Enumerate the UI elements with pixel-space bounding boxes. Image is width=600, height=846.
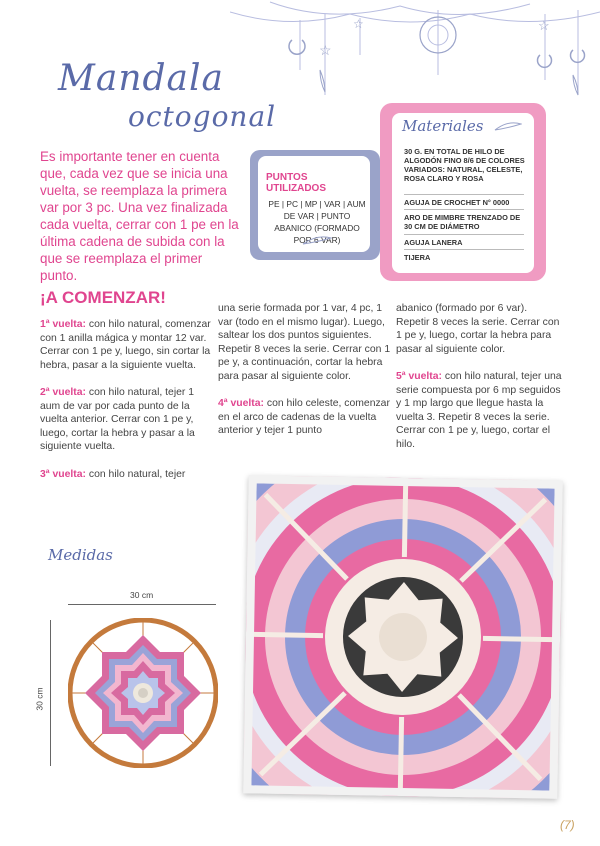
puntos-title (266, 172, 326, 194)
instructions-column-1 (40, 318, 215, 495)
heading-bold: COMENZAR! (62, 288, 166, 307)
step-5 (396, 370, 562, 452)
puntos-list: PE | PC | MP | VAR | AUM DE VAR | PUNTO ABANICO (FORMADO POR 6 VAR) (268, 199, 366, 245)
materiales-item-tijera: TIJERA (404, 253, 431, 262)
intro-text: Es importante tener en cuenta que, cada vez que se inicia una vuelta, se reemplaza la primera var por 3 pc. Una vez finalizada cada vuelta, cerrar con 1 pe en la última cadena de subida con la que se reemplaza el primer punto. (40, 149, 239, 283)
svg-text:☆: ☆ (319, 42, 332, 58)
step-text: con hilo natural, comenzar con 1 anilla mágica y montar 12 var. Cerrar con 1 pe y, luego, sin cortar la hebra, pasar a la siguiente vuelta. (40, 319, 211, 371)
width-label: 30 cm (130, 590, 154, 600)
step-text: con hilo natural, tejer (86, 468, 186, 480)
step-4 (218, 397, 394, 438)
step-1 (40, 318, 215, 372)
height-label: 30 cm (34, 687, 45, 711)
materiales-item-aguja-crochet: AGUJA DE CROCHET N° 0000 (404, 198, 510, 207)
puntos-title-line1: PUNTOS (266, 172, 308, 183)
divider (404, 194, 524, 195)
feather-icon (494, 122, 522, 132)
step-text: con hilo natural, tejer 1 aum de var por cada punto de la vuelta anterior. Cerrar con 1 pe y, luego, cortar la hebra y pasar a la siguiente vuelta. (40, 386, 195, 453)
step-label: 3ª vuelta: (40, 468, 87, 480)
step-3 (40, 468, 215, 482)
height-dimension-line (50, 620, 51, 766)
step-2 (40, 386, 215, 454)
divider (404, 249, 524, 250)
page-number: (7) (560, 818, 575, 832)
dreamcatcher-ornaments (230, 0, 600, 110)
feather-icon (302, 236, 332, 246)
title-line1: Mandala (58, 58, 224, 99)
materiales-title: Materiales (402, 117, 484, 135)
section-heading (40, 288, 166, 308)
title-line2: octogonal (128, 100, 277, 133)
materiales-item-aro: ARO DE MIMBRE TRENZADO DE 30 CM DE DIÁMETRO (404, 213, 521, 231)
materiales-item-aguja-lanera: AGUJA LANERA (404, 238, 463, 247)
divider (404, 234, 524, 235)
step-4-continued: abanico (formado por 6 var). Repetir 8 veces la serie. Cerrar con 1 pe y, luego, cortar la hebra para pasar al siguiente color. (396, 303, 560, 355)
mandala-photo-frame (243, 475, 563, 798)
step-label: 5ª vuelta: (396, 370, 443, 382)
svg-text:☆: ☆ (538, 18, 550, 33)
mandala-diagram (68, 618, 218, 768)
width-dimension-line (68, 604, 216, 605)
photo-border (243, 475, 563, 798)
step-label: 2ª vuelta: (40, 386, 87, 398)
step-text: con hilo celeste, comenzar en el arco de cadenas de la vuelta anterior y tejer 1 punto (218, 398, 390, 437)
divider (404, 209, 524, 210)
heading-prefix: ¡A (40, 288, 63, 307)
materiales-item-hilo: 30 G. EN TOTAL DE HILO DE ALGODÓN FINO 8/6 DE COLORES VARIADOS: NATURAL, CELESTE, ROSA CLARO Y ROSA (404, 147, 525, 183)
step-3-continued: una serie formada por 1 var, 4 pc, 1 var (todo en el mismo lugar). Luego, saltear los dos puntos siguientes. Repetir 8 veces la serie. Cerrar con 1 pe y, a continuación, cortar la hebra para pasar al siguiente color. (218, 303, 391, 382)
medidas-title: Medidas (48, 546, 113, 564)
instructions-column-3 (396, 302, 562, 465)
step-label: 1ª vuelta: (40, 319, 87, 330)
step-label: 4ª vuelta: (218, 398, 265, 410)
svg-text:☆: ☆ (353, 17, 364, 31)
instructions-column-2 (218, 302, 394, 452)
puntos-title-line2: UTILIZADOS (266, 183, 326, 194)
step-text: con hilo natural, tejer una serie compuesta por 6 mp seguidos y 1 mp largo que llegue hasta la vuelta 3. Repetir 8 veces la serie. Cerrar con 1 pe y, luego, cortar el hilo. (396, 370, 562, 450)
